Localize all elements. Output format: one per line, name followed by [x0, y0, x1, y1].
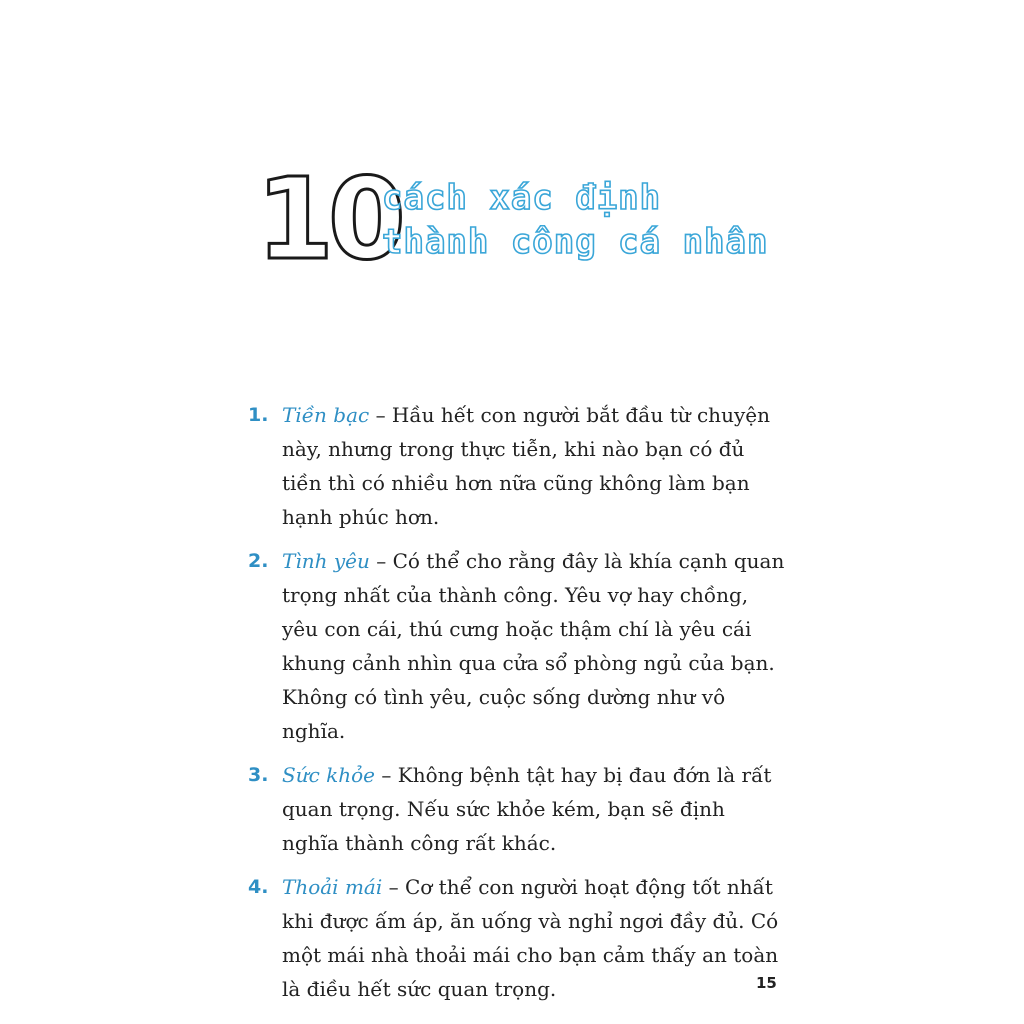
- item-term: Tiền bạc: [282, 403, 370, 427]
- heading-line-1: cách xác định: [382, 178, 662, 218]
- list-item: [248, 398, 788, 534]
- success-list: [248, 398, 788, 1016]
- item-number: 1.: [248, 404, 269, 426]
- item-term: Tình yêu: [282, 549, 370, 573]
- list-item: [248, 758, 788, 860]
- item-number: 2.: [248, 550, 269, 572]
- item-text: – Có thể cho rằng đây là khía cạnh quan trọng nhất của thành công. Yêu vợ hay chồng, yêu con cái, thú cưng hoặc thậm chí là yêu cái khung cảnh nhìn qua cửa sổ phòng ngủ của bạn. Không có tình yêu, cuộc sống dường như vô nghĩa.: [282, 549, 785, 743]
- item-text: – Hầu hết con người bắt đầu từ chuyện này, nhưng trong thực tiễn, khi nào bạn có đủ tiền thì có nhiều hơn nữa cũng không làm bạn hạnh phúc hơn.: [282, 403, 770, 529]
- item-number: 3.: [248, 764, 269, 786]
- heading-number: [252, 155, 400, 285]
- heading-subtitle: [382, 176, 768, 264]
- item-text: – Cơ thể con người hoạt động tốt nhất khi được ấm áp, ăn uống và nghỉ ngơi đầy đủ. Có một mái nhà thoải mái cho bạn cảm thấy an toàn là điều hết sức quan trọng.: [282, 875, 779, 1001]
- heading-line-2: thành công cá nhân: [382, 222, 769, 262]
- list-item: [248, 544, 788, 748]
- item-number: 4.: [248, 876, 269, 898]
- item-term: Thoải mái: [282, 875, 383, 899]
- heading-number-text: 10: [256, 155, 400, 285]
- page-number: 15: [756, 974, 777, 992]
- item-term: Sức khỏe: [282, 763, 376, 787]
- chapter-heading: [252, 155, 792, 288]
- item-text: – Không bệnh tật hay bị đau đớn là rất quan trọng. Nếu sức khỏe kém, bạn sẽ định nghĩa thành công rất khác.: [282, 763, 772, 855]
- list-item: [248, 870, 788, 1006]
